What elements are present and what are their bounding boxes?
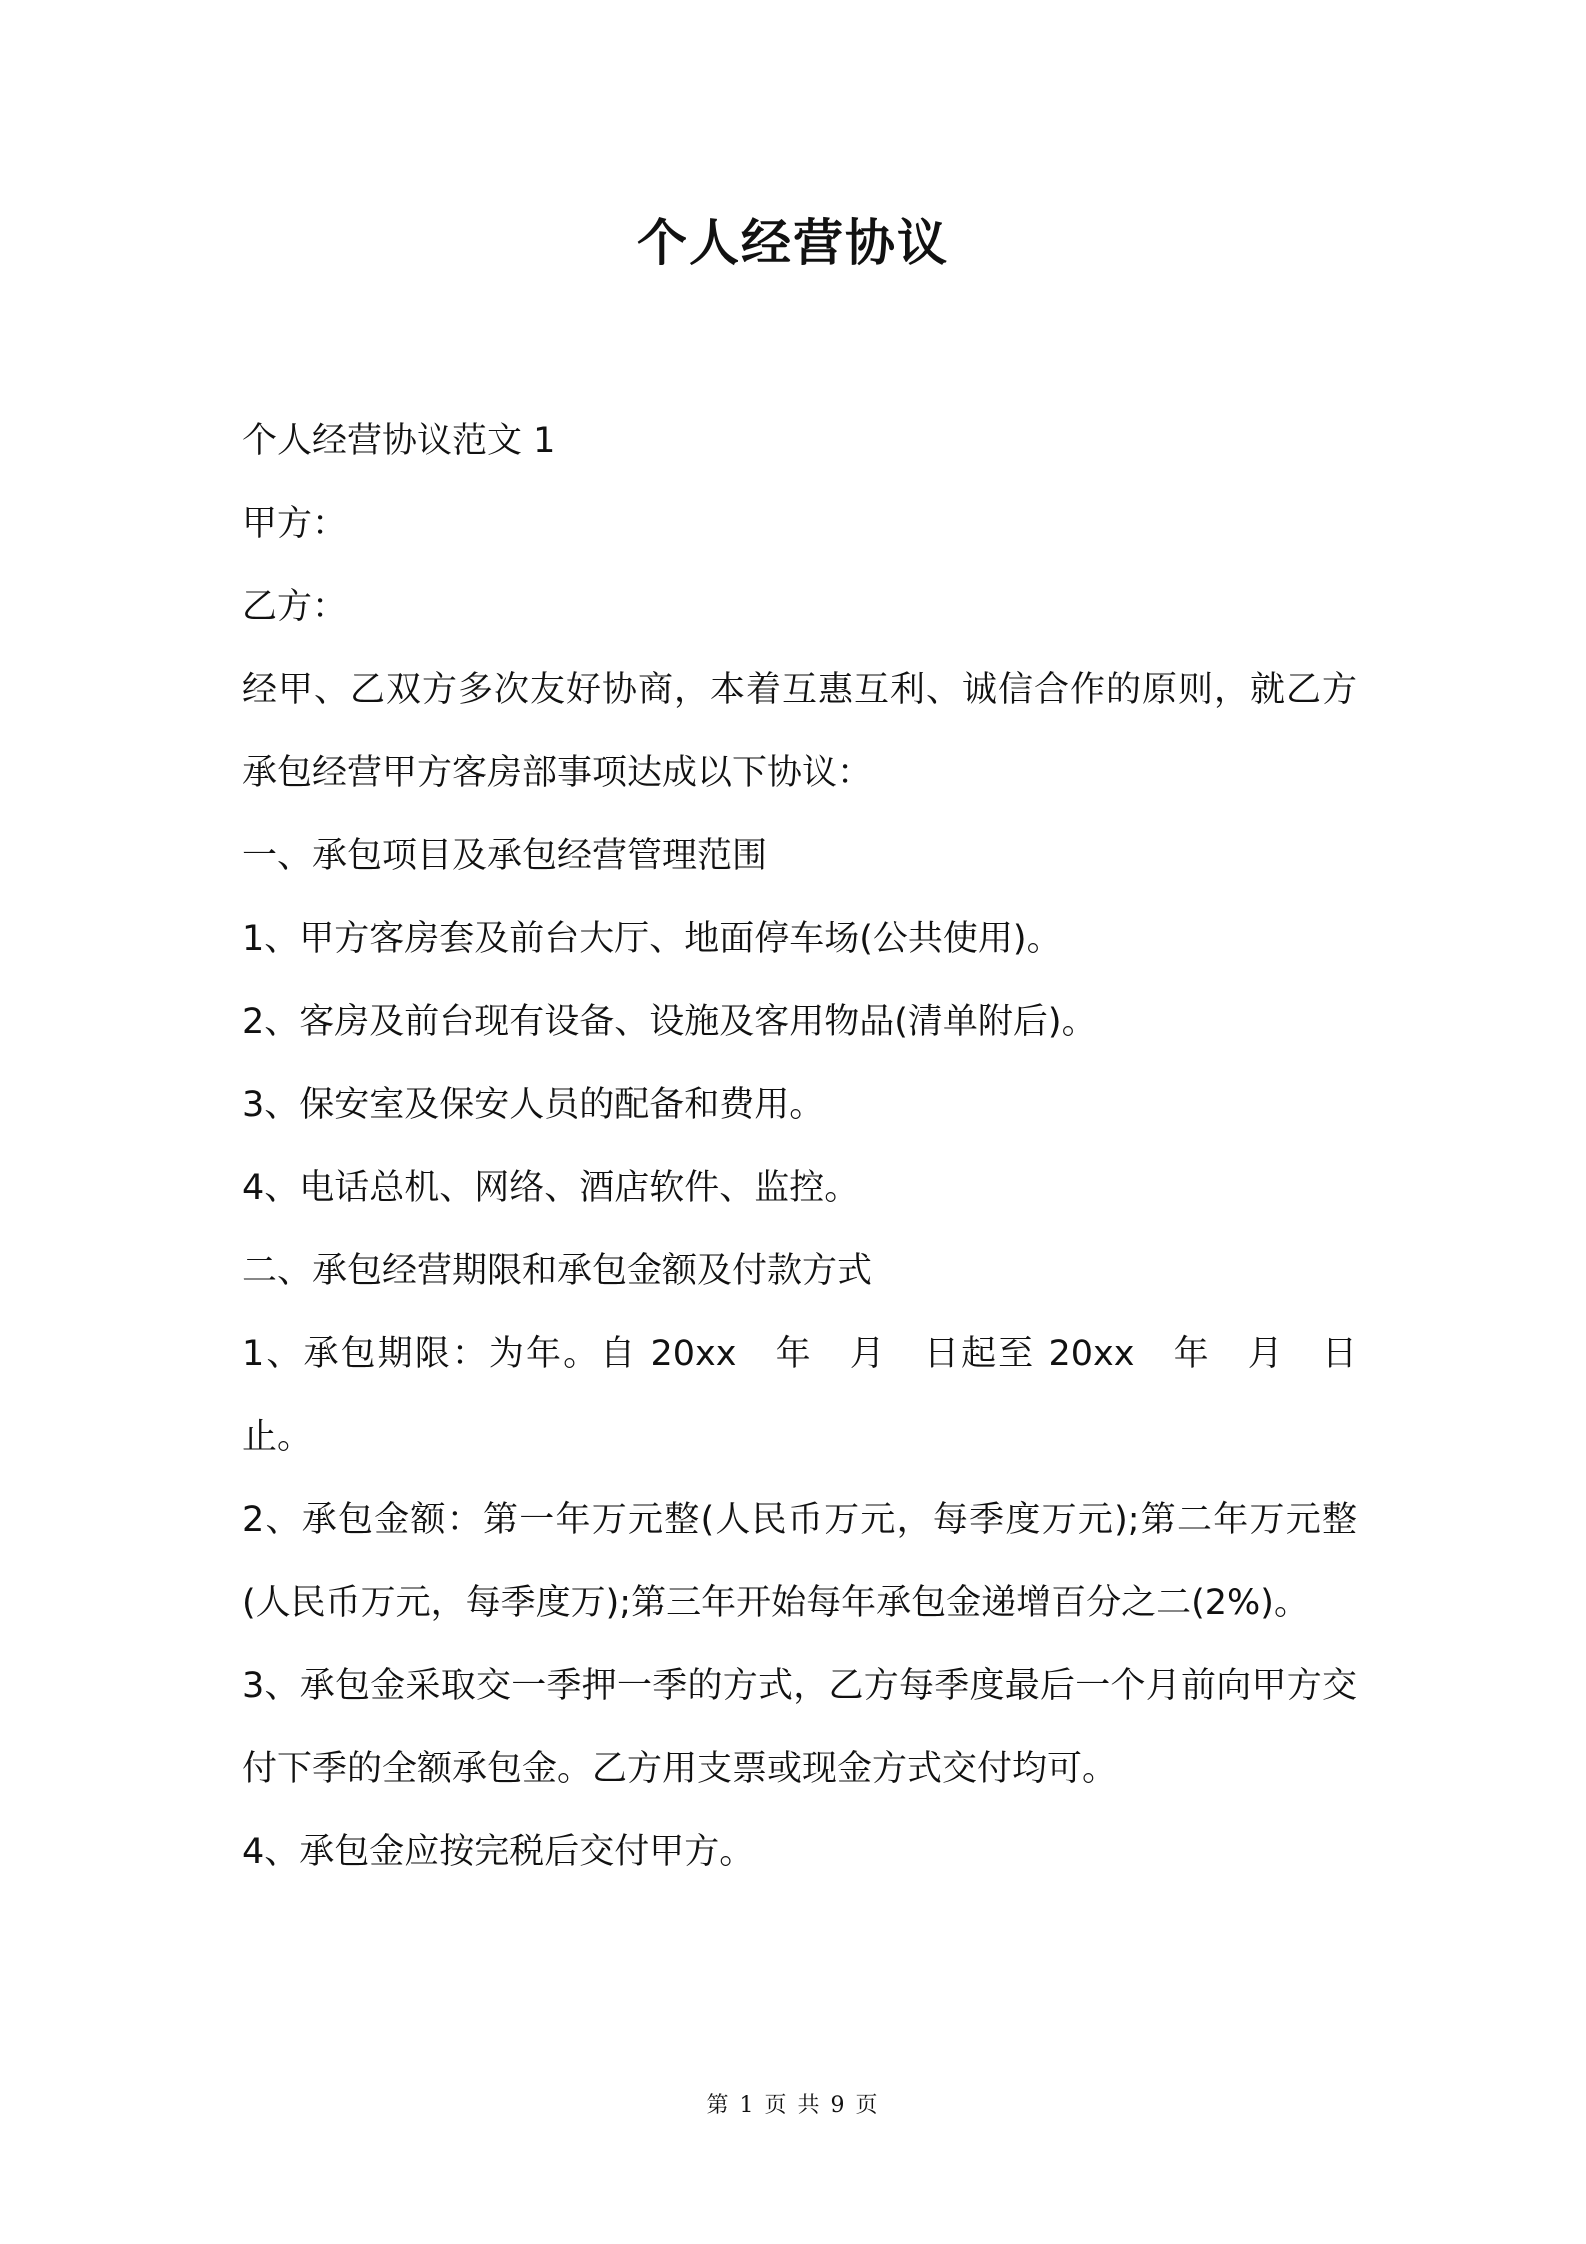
- list-item: 4、承包金应按完税后交付甲方。: [242, 1832, 755, 1872]
- paragraph-party-a: 甲方：: [242, 504, 348, 544]
- section-heading-1: 一、承包项目及承包经营管理范围: [242, 836, 768, 876]
- paragraph-party-b: 乙方：: [242, 587, 348, 627]
- list-item: 2、承包金额：第一年万元整(人民币万元，每季度万元);第二年万元整(人民币万元，每季度万);第三年开始每年承包金递增百分之二(2%)。: [242, 1500, 1357, 1623]
- list-item: 1、承包期限：为年。自 20xx 年 月 日起至 20xx 年 月 日止。: [242, 1334, 1357, 1457]
- list-item: 4、电话总机、网络、酒店软件、监控。: [242, 1168, 860, 1208]
- list-item: 1、甲方客房套及前台大厅、地面停车场(公共使用)。: [242, 919, 1062, 959]
- section-heading-2: 二、承包经营期限和承包金额及付款方式: [242, 1251, 873, 1291]
- document-title: 个人经营协议: [637, 214, 949, 272]
- page-number-footer: 第 1 页 共 9 页: [706, 2093, 880, 2118]
- list-item: 3、承包金采取交一季押一季的方式，乙方每季度最后一个月前向甲方交付下季的全额承包金。乙方用支票或现金方式交付均可。: [242, 1666, 1357, 1789]
- paragraph-intro: 经甲、乙双方多次友好协商，本着互惠互利、诚信合作的原则，就乙方承包经营甲方客房部事项达成以下协议：: [242, 670, 1357, 793]
- list-item: 2、客房及前台现有设备、设施及客用物品(清单附后)。: [242, 1002, 1097, 1042]
- paragraph-heading: 个人经营协议范文 1: [242, 421, 556, 461]
- list-item: 3、保安室及保安人员的配备和费用。: [242, 1085, 825, 1125]
- document-body: [242, 400, 1357, 1894]
